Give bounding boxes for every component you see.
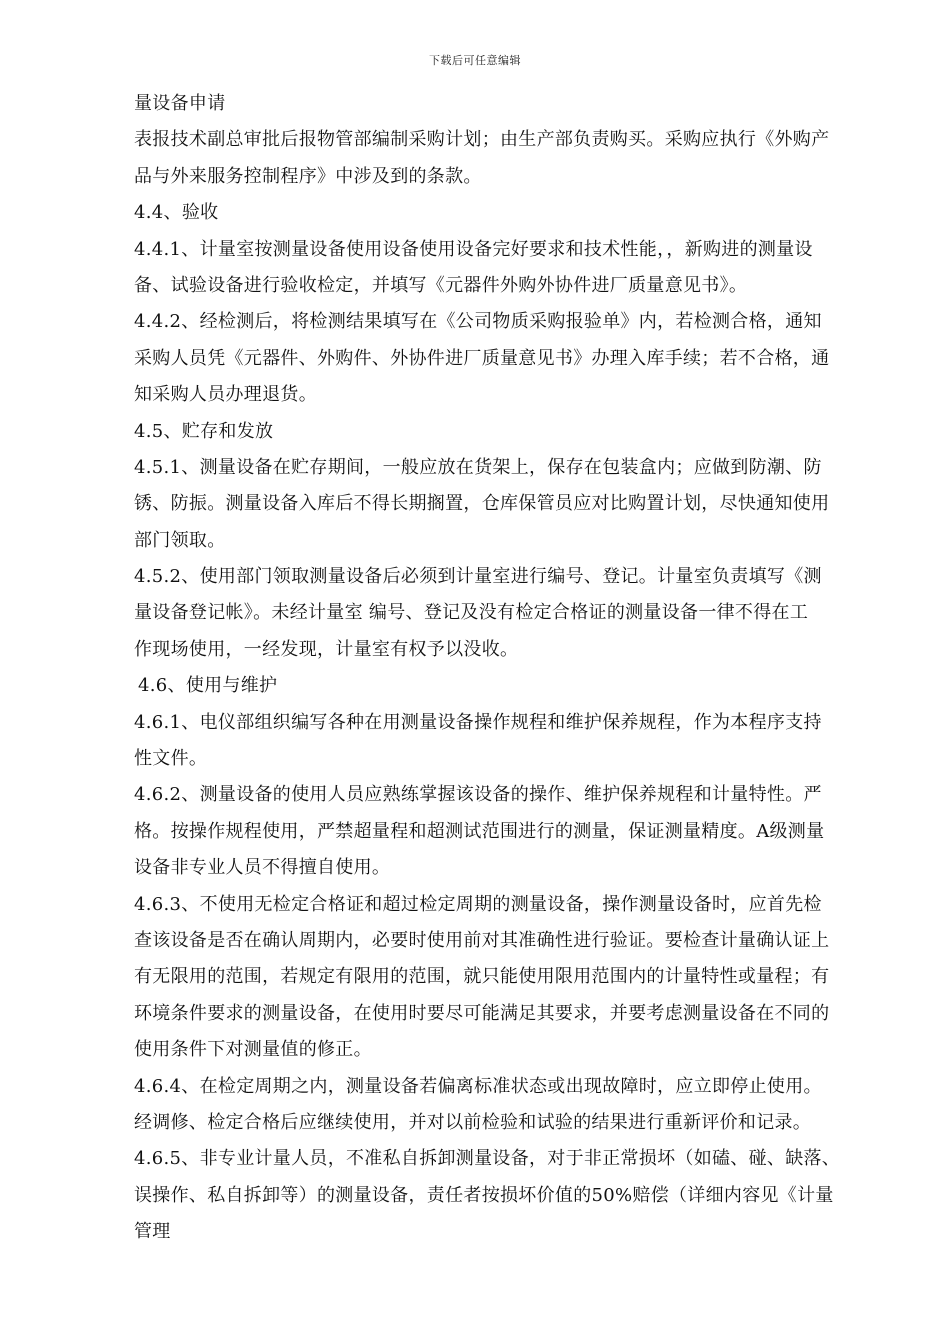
text-line: 知采购人员办理退货。	[134, 384, 317, 406]
text-line: 4.4.1、计量室按测量设备使用设备使用设备完好要求和技术性能，，新购进的测量设	[134, 238, 813, 260]
text-line: 表报技术副总审批后报物管部编制采购计划；由生产部负责购买。采购应执行《外购产	[134, 129, 830, 151]
text-line: 4.6.3、不使用无检定合格证和超过检定周期的测量设备，操作测量设备时，应首先检	[134, 893, 822, 915]
section-heading: 4.4、验收	[134, 202, 219, 224]
text-line: 部门领取。	[134, 529, 226, 551]
document-body	[134, 86, 864, 1251]
text-line: 设备非专业人员不得擅自使用。	[134, 857, 391, 879]
text-line: 锈、防振。测量设备入库后不得长期搁置，仓库保管员应对比购置计划，尽快通知使用	[134, 493, 830, 515]
text-line: 4.5.1、测量设备在贮存期间，一般应放在货架上，保存在包装盒内；应做到防潮、防	[134, 456, 822, 478]
section-heading: 4.6、使用与维护	[138, 675, 278, 697]
text-line: 管理	[134, 1221, 171, 1243]
section-heading: 4.5、贮存和发放	[134, 420, 274, 442]
text-line: 性文件。	[134, 748, 208, 770]
page-header: 下载后可任意编辑	[429, 54, 521, 67]
text-line: 量设备登记帐》。未经计量室 编号、登记及没有检定合格证的测量设备一律不得在工	[134, 602, 809, 624]
text-line: 4.5.2、使用部门领取测量设备后必须到计量室进行编号、登记。计量室负责填写《测	[134, 566, 822, 588]
text-line: 4.6.1、电仪部组织编写各种在用测量设备操作规程和维护保养规程，作为本程序支持	[134, 711, 822, 733]
text-line: 使用条件下对测量值的修正。	[134, 1039, 372, 1061]
text-line: 4.6.2、测量设备的使用人员应熟练掌握该设备的操作、维护保养规程和计量特性。严	[134, 784, 822, 806]
text-line: 4.6.5、非专业计量人员，不准私自拆卸测量设备，对于非正常损坏（如磕、碰、缺落、	[134, 1148, 841, 1170]
text-line: 备、试验设备进行验收检定，并填写《元器件外购外协件进厂质量意见书》。	[134, 274, 748, 296]
text-line: 查该设备是否在确认周期内，必要时使用前对其准确性进行验证。要检查计量确认证上	[134, 929, 830, 951]
text-line: 环境条件要求的测量设备，在使用时要尽可能满足其要求，并要考虑测量设备在不同的	[134, 1002, 830, 1024]
text-line: 品与外来服务控制程序》中涉及到的条款。	[134, 165, 482, 187]
text-line: 4.4.2、经检测后，将检测结果填写在《公司物质采购报验单》内，若检测合格，通知	[134, 311, 822, 333]
text-line: 有无限用的范围，若规定有限用的范围，就只能使用限用范围内的计量特性或量程；有	[134, 966, 830, 988]
text-line: 采购人员凭《元器件、外购件、外协件进厂质量意见书》办理入库手续；若不合格，通	[134, 347, 830, 369]
text-line: 格。按操作规程使用，严禁超量程和超测试范围进行的测量，保证测量精度。A级测量	[134, 820, 825, 842]
text-line: 4.6.4、在检定周期之内，测量设备若偏离标准状态或出现故障时，应立即停止使用。	[134, 1075, 822, 1097]
text-line: 误操作、私自拆卸等）的测量设备，责任者按损坏价值的50%赔偿（详细内容见《计量	[134, 1184, 834, 1206]
text-line: 作现场使用，一经发现，计量室有权予以没收。	[134, 638, 519, 660]
text-line: 经调修、检定合格后应继续使用，并对以前检验和试验的结果进行重新评价和记录。	[134, 1111, 812, 1133]
text-line: 量设备申请	[134, 93, 226, 114]
